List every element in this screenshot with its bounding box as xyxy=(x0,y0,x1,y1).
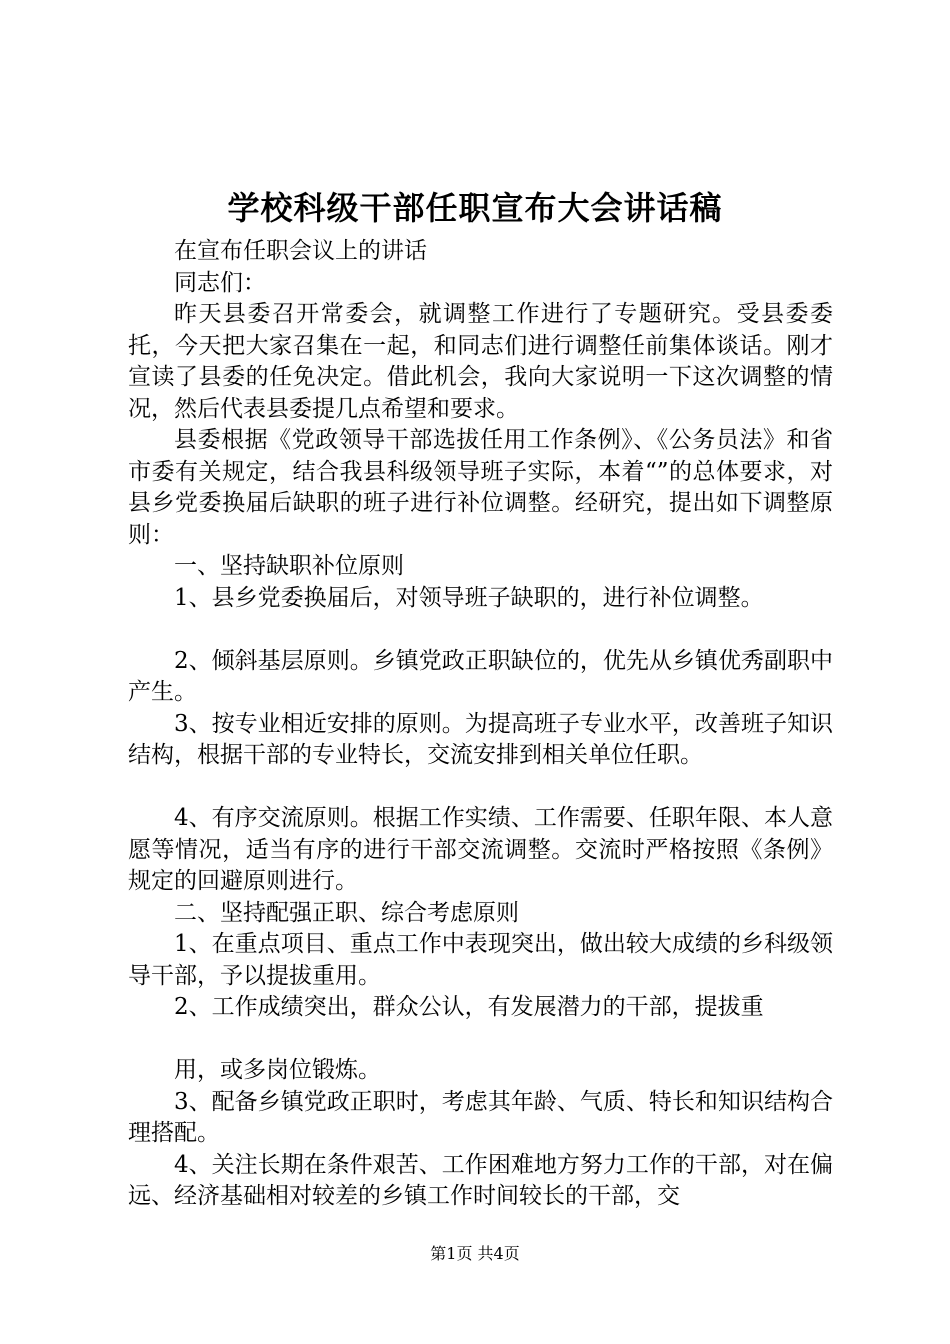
paragraph-item-2-3: 3、配备乡镇党政正职时，考虑其年龄、气质、特长和知识结构合理搭配。 xyxy=(128,1088,833,1146)
page-number: 第1页 共4页 xyxy=(430,1244,520,1263)
paragraph-item-1-1: 1、县乡党委换届后，对领导班子缺职的，进行补位调整。 xyxy=(174,584,764,611)
document-body xyxy=(128,236,833,1213)
paragraph-item-2-2: 2、工作成绩突出，群众公认，有发展潜力的干部，提拔重 xyxy=(174,994,764,1020)
document-title: 学校科级干部任职宣布大会讲话稿 xyxy=(227,189,723,227)
spacer xyxy=(128,772,833,804)
paragraph-item-1-3: 3、按专业相近安排的原则。为提高班子专业水平，改善班子知识结构，根据干部的专业特长，交流安排到相关单位任职。 xyxy=(128,710,833,768)
paragraph-2: 县委根据《党政领导干部选拔任用工作条例》、《公务员法》和省市委有关规定，结合我县科级领导班子实际，本着“”的总体要求，对县乡党委换届后缺职的班子进行补位调整。经研究，提出如下调整原则： xyxy=(128,427,833,548)
paragraph-item-1-4: 4、有序交流原则。根据工作实绩、工作需要、任职年限、本人意愿等情况，适当有序的进行干部交流调整。交流时严格按照《条例》规定的回避原则进行。 xyxy=(128,805,833,894)
paragraph-item-1-2: 2、倾斜基层原则。乡镇党政正职缺位的，优先从乡镇优秀副职中产生。 xyxy=(128,647,833,705)
section-heading-2: 二、坚持配强正职、综合考虑原则 xyxy=(174,899,519,926)
paragraph-item-2-2-continued: 用，或多岗位锻炼。 xyxy=(174,1057,381,1083)
section-heading-1: 一、坚持缺职补位原则 xyxy=(174,553,404,579)
spacer xyxy=(128,614,833,646)
paragraph-item-2-4: 4、关注长期在条件艰苦、工作困难地方努力工作的干部，对在偏远、经济基础相对较差的乡镇工作时间较长的干部，交 xyxy=(128,1151,833,1209)
spacer xyxy=(128,1024,833,1056)
salutation: 同志们： xyxy=(174,269,266,296)
paragraph-item-2-1: 1、在重点项目、重点工作中表现突出，做出较大成绩的乡科级领导干部，予以提拔重用。 xyxy=(128,931,833,989)
paragraph-1: 昨天县委召开常委会，就调整工作进行了专题研究。受县委委托，今天把大家召集在一起，和同志们进行调整任前集体谈话。刚才宣读了县委的任免决定。借此机会，我向大家说明一下这次调整的情况，然后代表县委提几点希望和要求。 xyxy=(128,301,833,422)
subtitle: 在宣布任职会议上的讲话 xyxy=(174,238,427,264)
